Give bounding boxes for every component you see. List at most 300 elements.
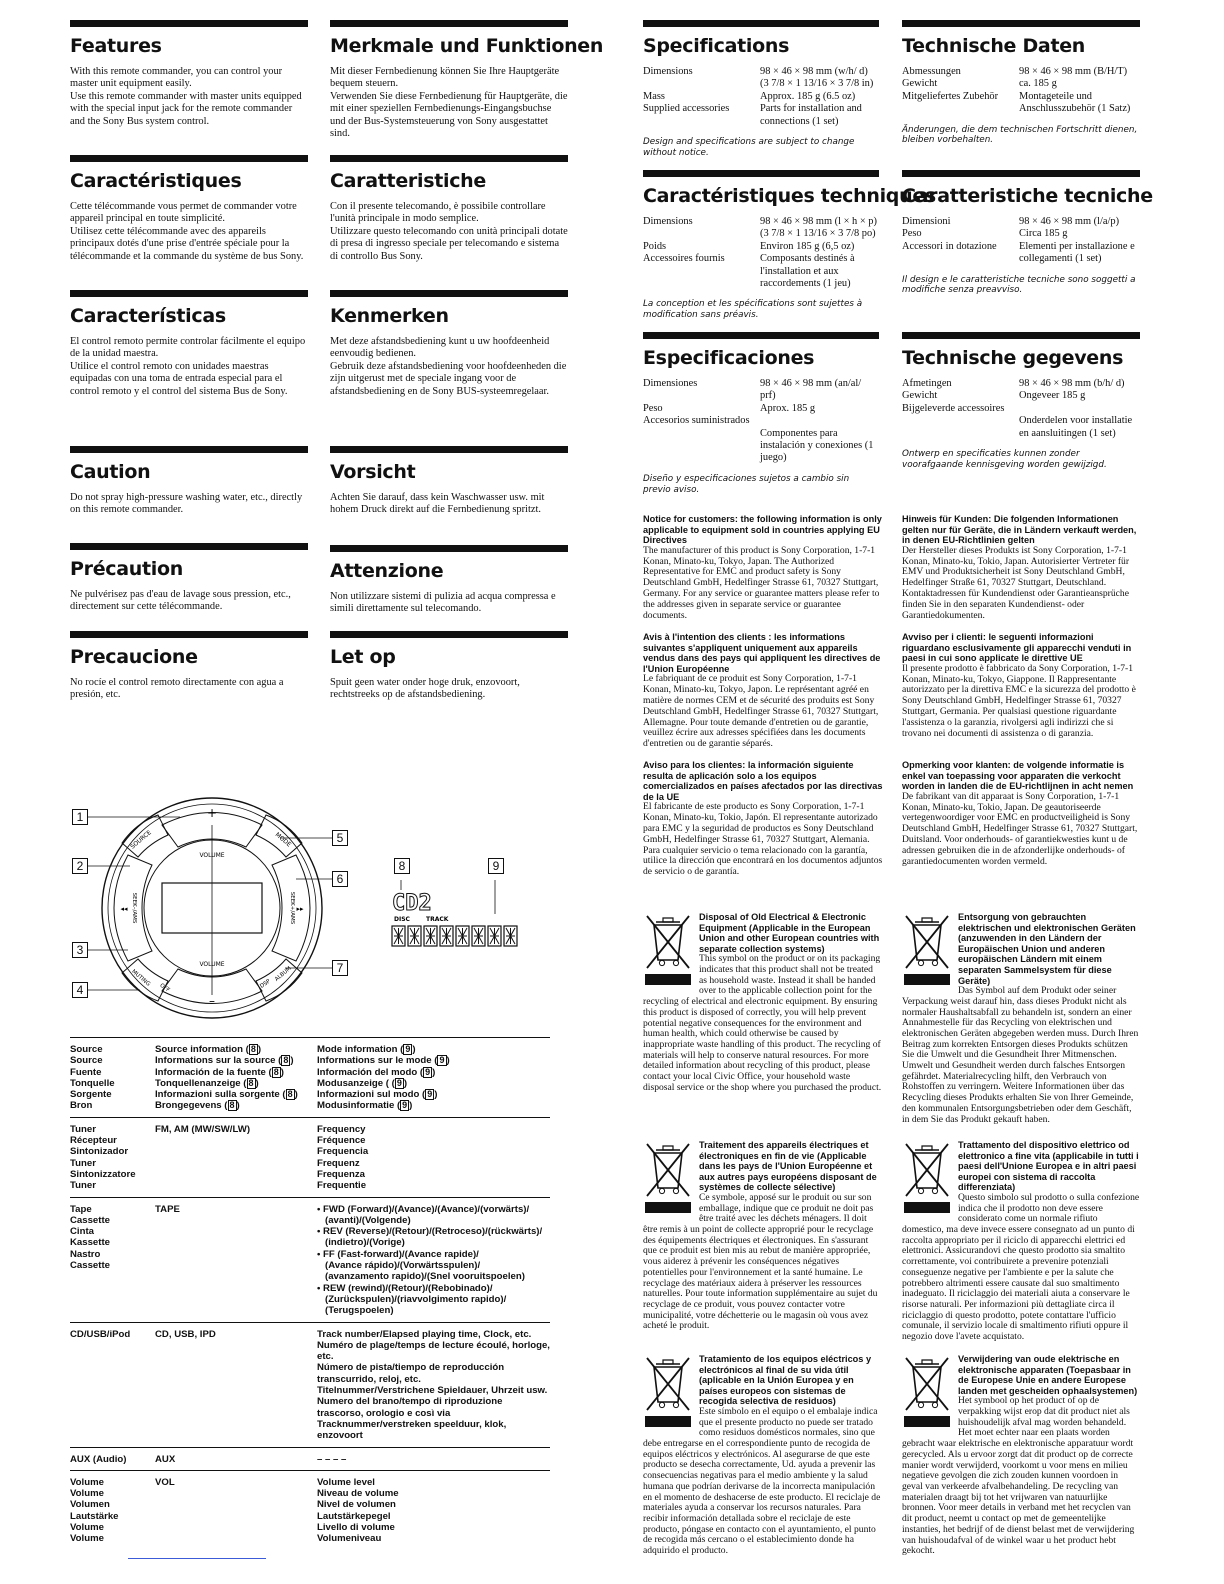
spec-title: Technische gegevens <box>902 347 1124 369</box>
section-precaution <box>70 543 308 614</box>
seek-left-label: SEEK–/AMS <box>131 892 137 924</box>
table-line: (Avance rápido)/(Vorwärtsspulen)/ <box>317 1260 481 1272</box>
section-rule <box>330 155 568 162</box>
section-caratteristiche <box>330 155 568 263</box>
spec-row <box>902 78 1140 90</box>
spec-value: 98 × 46 × 98 mm (b/h/ d) <box>1019 378 1125 389</box>
remote-diagram <box>70 795 540 1020</box>
spec-note: Design and specifications are subject to change without notice. <box>643 137 855 158</box>
table-line: VOL <box>155 1476 175 1488</box>
eu-notice <box>902 514 1140 621</box>
table-row <box>70 1470 550 1549</box>
spec-specifications <box>643 20 879 159</box>
section-title: Merkmale und Funktionen <box>330 35 604 57</box>
table-line: Livello di volume <box>317 1521 395 1533</box>
notice-title: Aviso para los clientes: la información siguiente resulta de aplicación solo a los equipos comercializados en países afectados por las directivas de la UE <box>643 760 883 802</box>
section-title: Let op <box>330 646 396 668</box>
table-line: Frequenz <box>317 1157 360 1169</box>
callout-2: 2 <box>72 858 88 874</box>
table-line: – – – – <box>317 1453 347 1465</box>
table-line: Sintonizador <box>70 1146 129 1158</box>
spec-value: Elementi per installazione e collegamenti (1 set) <box>1019 240 1135 265</box>
table-line: Tape <box>70 1203 92 1215</box>
spec-note: Il design e le caratteristiche tecniche sono soggetti a modifiche senza preavviso. <box>902 274 1136 296</box>
section-body: El control remoto permite controlar fácilmente el equipo de la unidad maestra. Utilice el control remoto con unidades maestras equipadas con una toma de entrada especial para el control remoto y el control del sistema Bus de Sony. <box>70 336 306 397</box>
eu-notice <box>902 760 1140 867</box>
callout-4: 4 <box>72 982 88 998</box>
spec-note: Änderungen, die dem technischen Fortschritt dienen, bleiben vorbehalten. <box>902 124 1138 146</box>
table-line: enzovoort <box>317 1430 363 1442</box>
spec-value: 98 × 46 × 98 mm (l/a/p) <box>1019 216 1120 227</box>
spec-value: Environ 185 g (6,5 oz) <box>760 240 855 252</box>
table-line: Sintonizzatore <box>70 1168 136 1180</box>
table-line: Frequencia <box>317 1146 369 1158</box>
spec-key: Afmetingen <box>902 378 952 389</box>
spec-key: Accessori in dotazione <box>902 240 997 252</box>
table-line: trascorso, orologio e così via <box>317 1407 451 1419</box>
table-line: Récepteur <box>70 1135 117 1147</box>
spec-value: Ongeveer 185 g <box>1019 390 1086 402</box>
plus-label: + <box>206 806 218 820</box>
table-line: Tuner <box>70 1180 96 1192</box>
section-rule <box>70 20 308 27</box>
callout-ref: 8 <box>250 1044 256 1054</box>
table-line: Source information ( 8 ) <box>155 1044 262 1055</box>
section-title: Précaution <box>70 558 183 580</box>
callout-7: 7 <box>332 960 348 976</box>
spec-row <box>643 378 879 403</box>
disposal-notice <box>643 1140 883 1332</box>
spec-value <box>760 415 879 427</box>
disposal-notice <box>643 912 883 1094</box>
table-line: Niveau de volume <box>317 1488 399 1500</box>
notice-body: Il presente prodotto è fabbricato da Sony Corporation, 1-7-1 Konan, Minato-ku, Tokyo, Giappone. Il Rappresentante autorizzato per la direttiva EMC e la sicurezza del prodotto è Sony Deutschland GmbH, Hedelfinger Strasse 61, 70327 Stuttgart, Germania. Per qualsiasi questione riguardante l'assistenza o la garanzia, rivolgersi agli indirizzi che si trovano nei documenti di assistenza o di garanzia. <box>902 662 1136 739</box>
spec-value: ca. 185 g <box>1019 78 1057 90</box>
table-line: (avanti)/(Volgende) <box>317 1214 411 1226</box>
callout-8: 8 <box>394 858 410 874</box>
section-caution <box>70 446 308 517</box>
notice-body: Le fabriquant de ce produit est Sony Corporation, 1-7-1 Konan, Minato-ku, Tokyo, Japon. Le représentant agréé en matière de normes CEM et de sécurité des produits est Sony Deutschland GmbH, Hedelfinger Strasse 61, 70327 Stuttgart, Allemagne. Pour toute demande d'entretien ou de garantie, veuillez écrire aux adresses spécifiées dans les documents d'entretien ou de garantie séparés. <box>643 673 879 750</box>
minus-label: – <box>209 994 215 1008</box>
table-line: etc. <box>317 1351 334 1363</box>
spec-row <box>902 216 1140 228</box>
spec-key: Supplied accessories <box>643 103 730 115</box>
table-line: Información de la fuente ( 8 ) <box>155 1066 284 1078</box>
table-cell-c2 <box>155 1470 317 1549</box>
table-line: CD/USB/iPod <box>70 1328 131 1340</box>
spec-value: Componentes para instalación y conexiones (1 juego) <box>760 427 874 464</box>
volume-top-label: VOLUME <box>199 852 225 859</box>
table-line: AUX (Audio) <box>70 1453 127 1465</box>
crossed-bin-icon <box>902 912 952 988</box>
disposal-title: Traitement des appareils électriques et électroniques en fin de vie (Applicable dans les pays de l'Union Européenne et aux autres pays européens disposant de systèmes de collecte sélective) <box>699 1140 877 1193</box>
spec-key: Accessoires fournis <box>643 253 725 265</box>
spec-value: Circa 185 g <box>1019 228 1068 240</box>
table-cell-c3 <box>317 1447 550 1470</box>
spec-row <box>643 216 879 241</box>
callout-ref: 8 <box>283 1055 289 1066</box>
spec-key: Dimensions <box>643 216 693 227</box>
disposal-title: Tratamiento de los equipos eléctricos y electrónicos al final de su vida útil (aplicable en la Unión Europea y en países europeos con sistemas de recogida selectiva de residuos) <box>699 1354 872 1407</box>
spec-value: Parts for installation and connections (1 set) <box>760 103 862 127</box>
table-line: Brongegevens ( 8 ) <box>155 1100 240 1112</box>
table-line: (indietro)/(Vorige) <box>317 1237 405 1249</box>
callout-ref: 9 <box>405 1044 411 1054</box>
spec-value: 98 × 46 × 98 mm (B/H/T) <box>1019 66 1128 77</box>
table-line: FM, AM (MW/SW/LW) <box>155 1123 251 1135</box>
crossed-bin-icon <box>902 1354 952 1430</box>
spec-key: Accesorios suministrados <box>643 415 750 427</box>
section-caracteristicas <box>70 290 308 398</box>
spec-table <box>643 216 879 290</box>
spec-row <box>643 66 879 91</box>
volume-bottom-label: VOLUME <box>199 961 225 968</box>
spec-table <box>902 378 1140 440</box>
display-track-label: TRACK <box>426 916 449 923</box>
spec-title: Technische Daten <box>902 35 1086 57</box>
spec-key: Gewicht <box>902 78 938 90</box>
spec-value <box>1019 403 1140 415</box>
section-body: Met deze afstandsbediening kunt u uw hoofdeenheid eenvoudig bedienen. Gebruik deze afstandsbediening voor hoofdeenheden die zijn uitgerust met de speciale ingang voor de afstandsbediening en de Sony BUS-systeemregelaar. <box>330 336 567 397</box>
table-line: Cassette <box>70 1214 110 1226</box>
table-cell-c1 <box>70 1470 155 1549</box>
table-line: • REW (rewind)/(Retour)/(Rebobinado)/ <box>317 1282 493 1294</box>
notice-title: Avviso per i clienti: le seguenti informazioni riguardano esclusivamente gli apparecchi venduti in paesi in cui sono applicate le direttive UE <box>902 632 1132 664</box>
table-cell-c1 <box>70 1322 155 1447</box>
table-line: Frequentie <box>317 1180 367 1192</box>
table-line: Numero del brano/tempo di riproduzione <box>317 1396 503 1408</box>
table-line: Información del modo ( 9 ) <box>317 1066 436 1078</box>
spec-key: Dimensiones <box>643 378 698 389</box>
notice-title: Hinweis für Kunden: Die folgenden Informationen gelten nur für Geräte, die in Ländern verkauft werden, in denen EU-Richtlinien gelten <box>902 514 1137 546</box>
spec-key: Abmessungen <box>902 66 961 77</box>
table-line: (Terugspoelen) <box>317 1305 394 1317</box>
table-line: Número de pista/tiempo de reproducción <box>317 1362 505 1374</box>
section-rule <box>643 170 879 177</box>
off-label: OFF <box>158 982 171 994</box>
disposal-notice <box>643 1354 883 1557</box>
spec-row <box>643 415 879 427</box>
section-body: Spuit geen water onder hoge druk, enzovoort, rechtstreeks op de afstandsbediening. <box>330 677 520 701</box>
spec-key: Bijgeleverde accessoires <box>902 402 1005 414</box>
table-line: Titelnummer/Verstrichene Spieldauer, Uhrzeit usw. <box>317 1385 548 1397</box>
spec-row <box>902 378 1140 390</box>
function-table <box>70 1037 568 1550</box>
footer-rule <box>128 1558 266 1559</box>
eu-notice <box>643 632 883 750</box>
mode-label: MODE <box>273 831 293 849</box>
table-line: Fréquence <box>317 1135 366 1147</box>
spec-row <box>643 103 879 128</box>
spec-key <box>902 415 1019 440</box>
table-line: Volume <box>70 1488 104 1500</box>
callout-3: 3 <box>72 942 88 958</box>
section-rule <box>902 170 1140 177</box>
table-line: Tuner <box>70 1123 96 1135</box>
spec-key: Dimensioni <box>902 216 951 227</box>
table-line: Cinta <box>70 1226 94 1238</box>
table-line: (Zurückspulen)/(riavvolgimento rapido)/ <box>317 1293 507 1305</box>
source-label: SOURCE <box>129 829 153 851</box>
disposal-title: Entsorgung von gebrauchten elektrischen und elektronischen Geräten (anzuwenden in den Ländern der Europäischen Union und anderen europäischen Ländern mit einem separaten Sammelsystem für diese Geräte) <box>958 912 1136 986</box>
table-cell-c3 <box>317 1322 550 1447</box>
disposal-title: Verwijdering van oude elektrische en elektronische apparaten (Toepasbaar in de Europese Unie en andere Europese landen met gescheiden ophaalsystemen) <box>958 1354 1138 1396</box>
disposal-notice <box>902 912 1140 1125</box>
table-line: Volume <box>70 1521 104 1533</box>
section-body: No rocíe el control remoto directamente con agua a presión, etc. <box>70 677 284 701</box>
spec-row <box>902 403 1140 415</box>
spec-row <box>902 66 1140 78</box>
section-rule <box>643 20 879 27</box>
spec-value: 98 × 46 × 98 mm (an/al/ prf) <box>760 378 862 402</box>
table-cell-c1 <box>70 1038 155 1118</box>
callout-ref: 9 <box>439 1055 445 1066</box>
section-title: Features <box>70 35 162 57</box>
table-row <box>70 1038 550 1118</box>
table-line: Tonquellenanzeige ( 8 ) <box>155 1077 259 1089</box>
table-cell-c2 <box>155 1447 317 1470</box>
muting-label: MUTING <box>130 968 152 988</box>
spec-row <box>902 91 1140 116</box>
album-label: ALBUM <box>274 965 293 983</box>
display-panel-drawing <box>388 880 536 950</box>
section-title: Vorsicht <box>330 461 416 483</box>
table-cell-c2 <box>155 1322 317 1447</box>
table-row <box>70 1322 550 1447</box>
table-row <box>70 1447 550 1470</box>
table-line: Source <box>70 1044 103 1055</box>
disposal-body: Este símbolo en el equipo o el embalaje indica que el presente producto no puede ser tratado como residuos domésticos normales, sino que debe entregarse en el correspondiente punto de recogida de equipos eléctricos y electrónicos. Al asegurarse de que este producto se desecha correctamente, Ud. ayuda a prevenir las consecuencias negativas para el medio ambiente y la salud humana que podrían derivarse de la incorrecta manipulación en el momento de deshacerse de este producto. El reciclaje de materiales ayuda a conservar los recursos naturales. Para recibir información detallada sobre el reciclaje de este producto, póngase en contacto con el ayuntamiento, el punto de recogida más cercano o el establecimiento donde ha adquirido el producto. <box>643 1405 881 1557</box>
callout-ref: 8 <box>273 1066 279 1077</box>
table-line: Volumen <box>70 1499 110 1511</box>
spec-row <box>902 415 1140 440</box>
table-line: • FF (Fast-forward)/(Avance rapide)/ <box>317 1248 479 1260</box>
section-caracteristiques <box>70 155 308 263</box>
section-rule <box>902 20 1140 27</box>
table-line: Nastro <box>70 1248 101 1260</box>
table-line: Informazioni sul modo ( 9 ) <box>317 1089 438 1101</box>
crossed-bin-icon <box>902 1140 952 1216</box>
section-body: Achten Sie darauf, dass kein Waschwasser usw. mit hohem Druck direkt auf die Fernbedienung spritzt. <box>330 492 545 516</box>
spec-technische-gegevens <box>902 332 1140 471</box>
section-title: Attenzione <box>330 560 444 582</box>
spec-row <box>902 390 1140 402</box>
section-rule <box>70 446 308 453</box>
spec-key: Mass <box>643 90 665 102</box>
section-title: Características <box>70 305 226 327</box>
section-title: Caratteristiche <box>330 170 486 192</box>
notice-title: Notice for customers: the following information is only applicable to equipment sold in countries applying EU Directives <box>643 514 882 546</box>
display-disc-label: DISC <box>394 916 410 923</box>
callout-ref: 9 <box>427 1089 433 1100</box>
spec-row <box>643 241 879 253</box>
table-line: Modusanzeige ( ( 9 ) <box>317 1077 408 1089</box>
notice-title: Avis à l'intention des clients : les informations suivantes s'appliquent uniquement aux appareils vendus dans des pays qui appliquent les directives de l'Union Européenne <box>643 632 881 674</box>
section-kenmerken <box>330 290 568 398</box>
section-title: Precaucione <box>70 646 198 668</box>
section-merkmale-und-funktionen <box>330 20 604 140</box>
spec-title: Caratteristiche tecniche <box>902 185 1153 207</box>
table-line: Volume level <box>317 1476 375 1488</box>
section-rule <box>70 290 308 297</box>
section-rule <box>330 446 568 453</box>
table-line: Cassette <box>70 1260 110 1272</box>
table-line: Fuente <box>70 1066 102 1078</box>
table-cell-c2 <box>155 1117 317 1197</box>
display-big-text: CD2 <box>392 891 432 916</box>
table-line: Informazioni sulla sorgente ( 8 ) <box>155 1089 298 1101</box>
table-line: Kassette <box>70 1237 110 1249</box>
spec-value: 98 × 46 × 98 mm (w/h/ d) (3 7/8 × 1 13/16 × 3 7/8 in) <box>760 66 874 90</box>
table-line: TAPE <box>155 1203 180 1215</box>
spec-value: Aprox. 185 g <box>760 402 816 414</box>
section-let-op <box>330 631 568 702</box>
eu-notice <box>643 514 883 621</box>
spec-row <box>643 91 879 103</box>
table-line: Nivel de volumen <box>317 1499 396 1511</box>
section-rule <box>643 332 879 339</box>
disposal-body: This symbol on the product or on its packaging indicates that this product shall not be treated as household waste. Instead it shall be handed over to the applicable collection point for the recycling of electrical and electronic equipment. By ensuring this product is disposed of correctly, you will help prevent potential negative consequences for the environment and human health, which could otherwise be caused by inappropriate waste handling of this product. The recycling of materials will help to conserve natural resources. For more detailed information about recycling of this product, please contact your local Civic Office, your household waste disposal service or the shop where you purchased the product. <box>643 953 882 1093</box>
spec-note: Ontwerp en specificaties kunnen zonder voorafgaande kennisgeving worden gewijzigd. <box>902 449 1107 470</box>
table-line: Source <box>70 1055 103 1067</box>
callout-ref: 9 <box>425 1066 431 1077</box>
table-line: Sorgente <box>70 1089 112 1101</box>
table-line: Mode information ( 9 ) <box>317 1044 416 1055</box>
eu-notice <box>643 760 883 878</box>
callout-ref: 9 <box>396 1077 402 1088</box>
spec-especificaciones <box>643 332 879 495</box>
table-line: Volume <box>70 1533 104 1545</box>
spec-note: La conception et les spécifications sont sujettes à modification sans préavis. <box>643 299 863 321</box>
spec-technische-daten <box>902 20 1140 146</box>
section-body: Mit dieser Fernbedienung können Sie Ihre Hauptgeräte bequem steuern. Verwenden Sie diese Fernbedienung für Hauptgeräte, die mit einer speziellen Fernbedienungs-Eingangsbuchse und der Bus-Systemsteuerung von Sony ausgestattet sind. <box>330 66 568 140</box>
table-cell-c3 <box>317 1117 550 1197</box>
table-cell-c3 <box>317 1197 550 1322</box>
table-line: CD, USB, IPD <box>155 1328 216 1340</box>
section-rule <box>70 543 308 550</box>
callout-ref: 8 <box>229 1100 235 1111</box>
section-rule <box>330 290 568 297</box>
section-rule <box>70 155 308 162</box>
callout-5: 5 <box>332 830 348 846</box>
callout-ref: 8 <box>287 1089 293 1100</box>
table-line: • REV (Reverse)/(Retour)/(Retroceso)/(rückwärts)/ <box>317 1226 543 1238</box>
notice-body: El fabricante de este producto es Sony Corporation, 1-7-1 Konan, Minato-ku, Tokio, Japón. El representante autorizado para EMC y la seguridad de productos es Sony Deutschland GmbH, Hedelfinger Strasse 61, 70327 Stuttgart, Alemania. Para cualquier servicio o tema relacionado con la garantía, utilice la dirección que encontrará en los documentos adjuntos de servicio o de garantía. <box>643 801 883 878</box>
table-line: Informations sur la source ( 8 ) <box>155 1055 294 1067</box>
remote-commander-drawing <box>70 795 370 1020</box>
section-rule <box>330 631 568 638</box>
section-title: Caution <box>70 461 151 483</box>
eu-notice <box>902 632 1140 739</box>
spec-row <box>902 241 1140 266</box>
crossed-bin-icon <box>643 1354 693 1430</box>
section-body: Con il presente telecomando, è possibile controllare l'unità principale in modo semplice. Utilizzare questo telecomando con unità principali dotate di presa di ingresso speciale per telecomando e sistema di controllo Bus Sony. <box>330 201 568 262</box>
disposal-body: Questo simbolo sul prodotto o sulla confezione indica che il prodotto non deve essere considerato come un normale rifiuto domestico, ma deve invece essere consegnato ad un punto di raccolta appropriato per il riciclo di apparecchi elettrici ed elettronici. Assicurandovi che questo prodotto sia smaltito correttamente, voi contribuirete a prevenire potenziali conseguenze negative per l'ambiente e per la salute che potrebbero altrimenti essere causate dal suo smaltimento inadeguato. Il riciclaggio dei materiali aiuta a conservare le risorse naturali. Per informazioni più dettagliate circa il riciclaggio di questo prodotto, potete contattare l'ufficio comunale, il servizio locale di smaltimento rifiuti oppure il negozio dove l'avete acquistato. <box>902 1191 1140 1343</box>
spec-table <box>902 66 1140 116</box>
section-precaucione <box>70 631 308 702</box>
table-line: Informations sur le mode ( 9 ) <box>317 1055 450 1067</box>
table-line: Frequenza <box>317 1168 365 1180</box>
spec-row <box>643 403 879 415</box>
section-features <box>70 20 308 128</box>
spec-value: Approx. 185 g (6.5 oz) <box>760 90 856 102</box>
section-attenzione <box>330 545 568 616</box>
section-vorsicht <box>330 446 568 517</box>
notice-body: De fabrikant van dit apparaat is Sony Corporation, 1-7-1 Konan, Minato-ku, Tokio, Japan. De geautoriseerde vertegenwoordiger voor EMC en productveiligheid is Sony Deutschland GmbH, Hedelfinger Strasse 61, 70327 Stuttgart, Duitsland. Voor onderhouds- of garantiekwesties kunt u de adressen gebruiken die in de afzonderlijke onderhouds- of garantiedocumenten worden vermeld. <box>902 790 1138 867</box>
spec-value: Composants destinés à l'installation et aux raccordements (1 jeu) <box>760 253 855 290</box>
section-title: Caractéristiques <box>70 170 242 192</box>
table-line: Frequency <box>317 1123 366 1135</box>
section-body: Ne pulvérisez pas d'eau de lavage sous pression, etc., directement sur cette télécommande. <box>70 589 291 613</box>
table-line: Lautstärkepegel <box>317 1510 391 1522</box>
callout-6: 6 <box>332 871 348 887</box>
callout-ref: 8 <box>248 1077 254 1088</box>
disposal-notice <box>902 1354 1140 1557</box>
disposal-body: Ce symbole, apposé sur le produit ou sur son emballage, indique que ce produit ne doit pas être traité avec les déchets ménagers. Il doit être remis à un point de collecte approprié pour le recyclage des équipements électriques et électroniques. En s'assurant que ce produit est bien mis au rebut de manière appropriée, vous aiderez à prévenir les conséquences négatives potentielles pour l'environnement et la santé humaine. Le recyclage des matériaux aidera à préserver les ressources naturelles. Pour toute information supplémentaire au sujet du recyclage de ce produit, vous pouvez contacter votre municipalité, votre déchetterie ou le magasin où vous avez acheté le produit. <box>643 1191 878 1332</box>
table-cell-c2 <box>155 1197 317 1322</box>
spec-key <box>643 428 760 465</box>
spec-value: Onderdelen voor installatie en aansluitingen (1 set) <box>1019 415 1133 439</box>
table-line: Bron <box>70 1100 93 1112</box>
table-line: Numéro de plage/temps de lecture écoulé, horloge, <box>317 1339 550 1351</box>
table-line: Volumeniveau <box>317 1533 382 1545</box>
spec-row <box>902 228 1140 240</box>
spec-table <box>902 216 1140 266</box>
crossed-bin-icon <box>643 1140 693 1216</box>
spec-title: Caractéristiques techniques <box>643 185 936 207</box>
spec-key: Peso <box>643 402 663 414</box>
section-body: With this remote commander, you can control your master unit equipment easily. Use this remote commander with master units equipped with the special input jack for the remote commander and the Sony Bus system control. <box>70 66 302 127</box>
table-line: Modusinformatie ( 9 ) <box>317 1100 413 1112</box>
table-cell-c1 <box>70 1117 155 1197</box>
table-line: Tracknummer/verstreken speelduur, klok, <box>317 1418 507 1430</box>
table-cell-c1 <box>70 1447 155 1470</box>
section-rule <box>330 20 568 27</box>
notice-title: Opmerking voor klanten: de volgende informatie is enkel van toepassing voor apparaten die verkocht worden in landen die de EU-richtlijnen in acht nemen <box>902 760 1134 792</box>
spec-key: Poids <box>643 240 667 252</box>
notice-body: Der Hersteller dieses Produkts ist Sony Corporation, 1-7-1 Konan, Minato-ku, Tokio, Japan. Autorisierter Vertreter für EMV und Produktsicherheit ist Sony Deutschland GmbH, Hedelfinger Straße 61, 70327 Stuttgart, Deutschland. Kontaktadressen für Kundendienst oder Garantieansprüche finden Sie in den separaten Kundendienst- oder Garantiedokumenten. <box>902 544 1130 621</box>
section-body: Do not spray high-pressure washing water, etc., directly on this remote commander. <box>70 492 303 516</box>
spec-table <box>643 66 879 128</box>
table-line: Tuner <box>70 1157 96 1169</box>
table-line: transcurrido, reloj, etc. <box>317 1373 421 1385</box>
dsp-label: DSP <box>259 978 272 990</box>
notice-body: The manufacturer of this product is Sony Corporation, 1-7-1 Konan, Minato-ku, Tokyo, Japan. The Authorized Representative for EMC and product safety is Sony Deutschland GmbH, Hedelfinger Strasse 61, 70327 Stuttgart, Germany. For any service or guarantee matters please refer to the addresses given in separate service or guarantee documents. <box>643 544 880 621</box>
spec-note: Diseño y especificaciones sujetos a cambio sin previo aviso. <box>643 473 850 495</box>
spec-key: Dimensions <box>643 66 693 77</box>
spec-key: Peso <box>902 228 922 240</box>
spec-title: Especificaciones <box>643 347 815 369</box>
section-rule <box>330 545 568 552</box>
spec-row <box>643 253 879 290</box>
spec-key: Mitgeliefertes Zubehör <box>902 90 999 102</box>
section-rule <box>902 332 1140 339</box>
table-line: AUX <box>155 1453 176 1465</box>
disposal-body: Het symbool op het product of op de verpakking wijst erop dat dit product niet als huishoudelijk afval mag worden behandeld. Het moet echter naar een plaats worden gebracht waar elektrische en elektronische apparatuur wordt gerecycled. Als u ervoor zorgt dat dit product op de correcte manier wordt verwijderd, voorkomt u voor mens en milieu negatieve gevolgen die zich zouden kunnen voordoen in geval van verkeerde afvalbehandeling. De recycling van materialen draagt bij tot het vrijwaren van natuurlijke bronnen. Voor meer details in verband met het recyclen van dit product, neemt u contact op met de gemeentelijke instanties, het bedrijf of de dienst belast met de verwijdering van huishoudafval of de winkel waar u het product hebt gekocht. <box>902 1395 1135 1557</box>
callout-9: 9 <box>488 858 504 874</box>
table-line: (avanzamento rapido)/(Snel vooruitspoelen) <box>317 1271 525 1283</box>
section-body: Non utilizzare sistemi di pulizia ad acqua compressa e simili direttamente sul telecomando. <box>330 591 556 615</box>
next-label: ▸▸ <box>296 905 304 913</box>
table-cell-c3 <box>317 1038 550 1118</box>
spec-caratteristiche-tecniche <box>902 170 1153 296</box>
disposal-notice <box>902 1140 1140 1343</box>
table-cell-c3 <box>317 1470 550 1549</box>
table-line: Track number/Elapsed playing time, Clock, etc. <box>317 1328 532 1340</box>
spec-table <box>643 378 879 465</box>
callout-ref: 9 <box>402 1100 408 1111</box>
spec-title: Specifications <box>643 35 790 57</box>
